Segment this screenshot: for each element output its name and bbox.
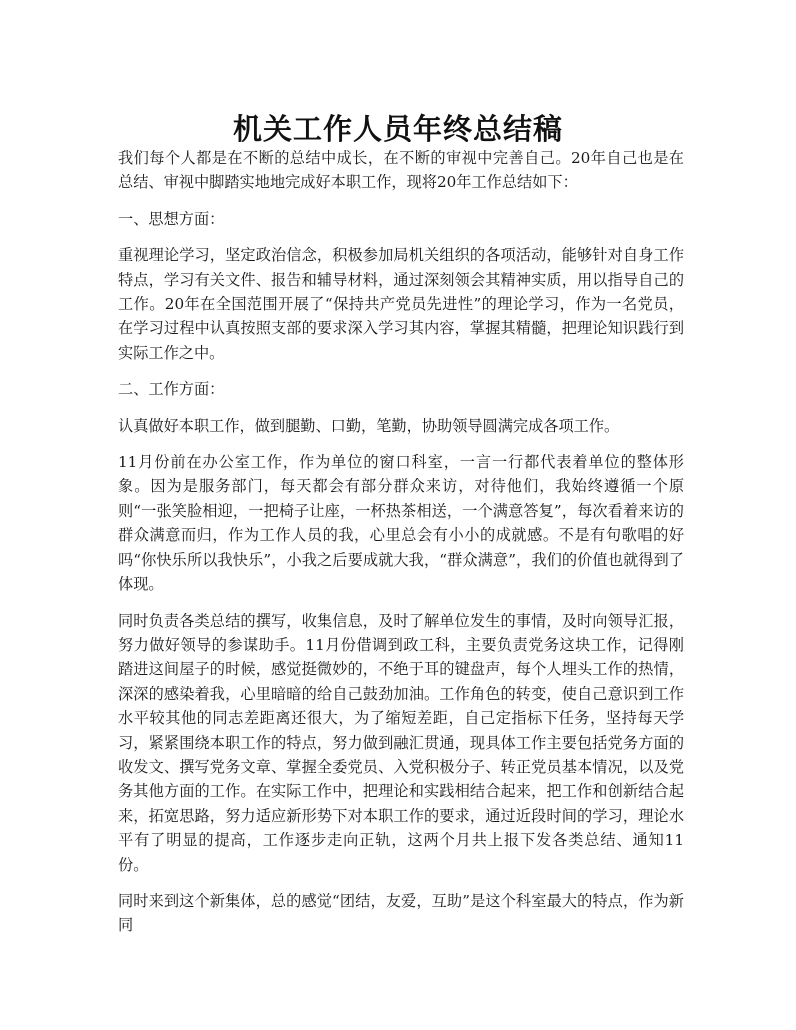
section-heading-work: 二、工作方面： [118,380,225,399]
section-heading-thought: 一、思想方面： [118,209,225,228]
paragraph-office-work: 11月份前在办公室工作，作为单位的窗口科室，一言一行都代表着单位的整体形象。因为是服务部门，每天都会有部分群众来访，对待他们，我始终遵循一个原则“一张笑脸相迎，一把椅子让座，一杯热茶相送，一个满意答复”，每次看着来访的群众满意而归，作为工作人员的我，心里总会有小小的成就感。不是有句歌唱的好吗“你快乐所以我快乐”，小我之后要成就大我，“群众满意”，我们的价值也就得到了体现。 [118,453,684,594]
paragraph-party-work: 同时负责各类总结的撰写，收集信息，及时了解单位发生的事情，及时向领导汇报，努力做好领导的参谋助手。11月份借调到政工科，主要负责党务这块工作，记得刚踏进这间屋子的时候，感觉挺微妙的，不绝于耳的键盘声，每个人埋头工作的热情，深深的感染着我，心里暗暗的给自己鼓劲加油。工作角色的转变，使自己意识到工作水平较其他的同志差距离还很大，为了缩短差距，自己定指标下任务，坚持每天学习，紧紧围绕本职工作的特点，努力做到融汇贯通，现具体工作主要包括党务方面的收发文、撰写党务文章、掌握全委党员、入党积极分子、转正党员基本情况，以及党务其他方面的工作。在实际工作中，把理论和实践相结合起来，把工作和创新结合起来，拓宽思路，努力适应新形势下对本职工作的要求，通过近段时间的学习，理论水平有了明显的提高，工作逐步走向正轨，这两个月共上报下发各类总结、通知11份。 [118,611,684,874]
paragraph-intro: 我们每个人都是在不断的总结中成长，在不断的审视中完善自己。20年自己也是在总结、审视中脚踏实地地完成好本职工作，现将20年工作总结如下： [118,149,684,192]
document-title: 机关工作人员年终总结稿 [232,112,563,147]
document-body [118,146,684,950]
paragraph-new-team: 同时来到这个新集体，总的感觉“团结，友爱，互助”是这个科室最大的特点，作为新同 [118,891,684,935]
paragraph-thought: 重视理论学习，坚定政治信念，积极参加局机关组织的各项活动，能够针对自身工作特点，学习有关文件、报告和辅导材料，通过深刻领会其精神实质，用以指导自己的工作。20年在全国范围开展了“保持共产党员先进性”的理论学习，作为一名党员，在学习过程中认真按照支部的要求深入学习其内容，掌握其精髓，把理论知识践行到实际工作之中。 [118,246,684,362]
paragraph-work-summary: 认真做好本职工作，做到腿勤、口勤，笔勤，协助领导圆满完成各项工作。 [118,416,620,435]
